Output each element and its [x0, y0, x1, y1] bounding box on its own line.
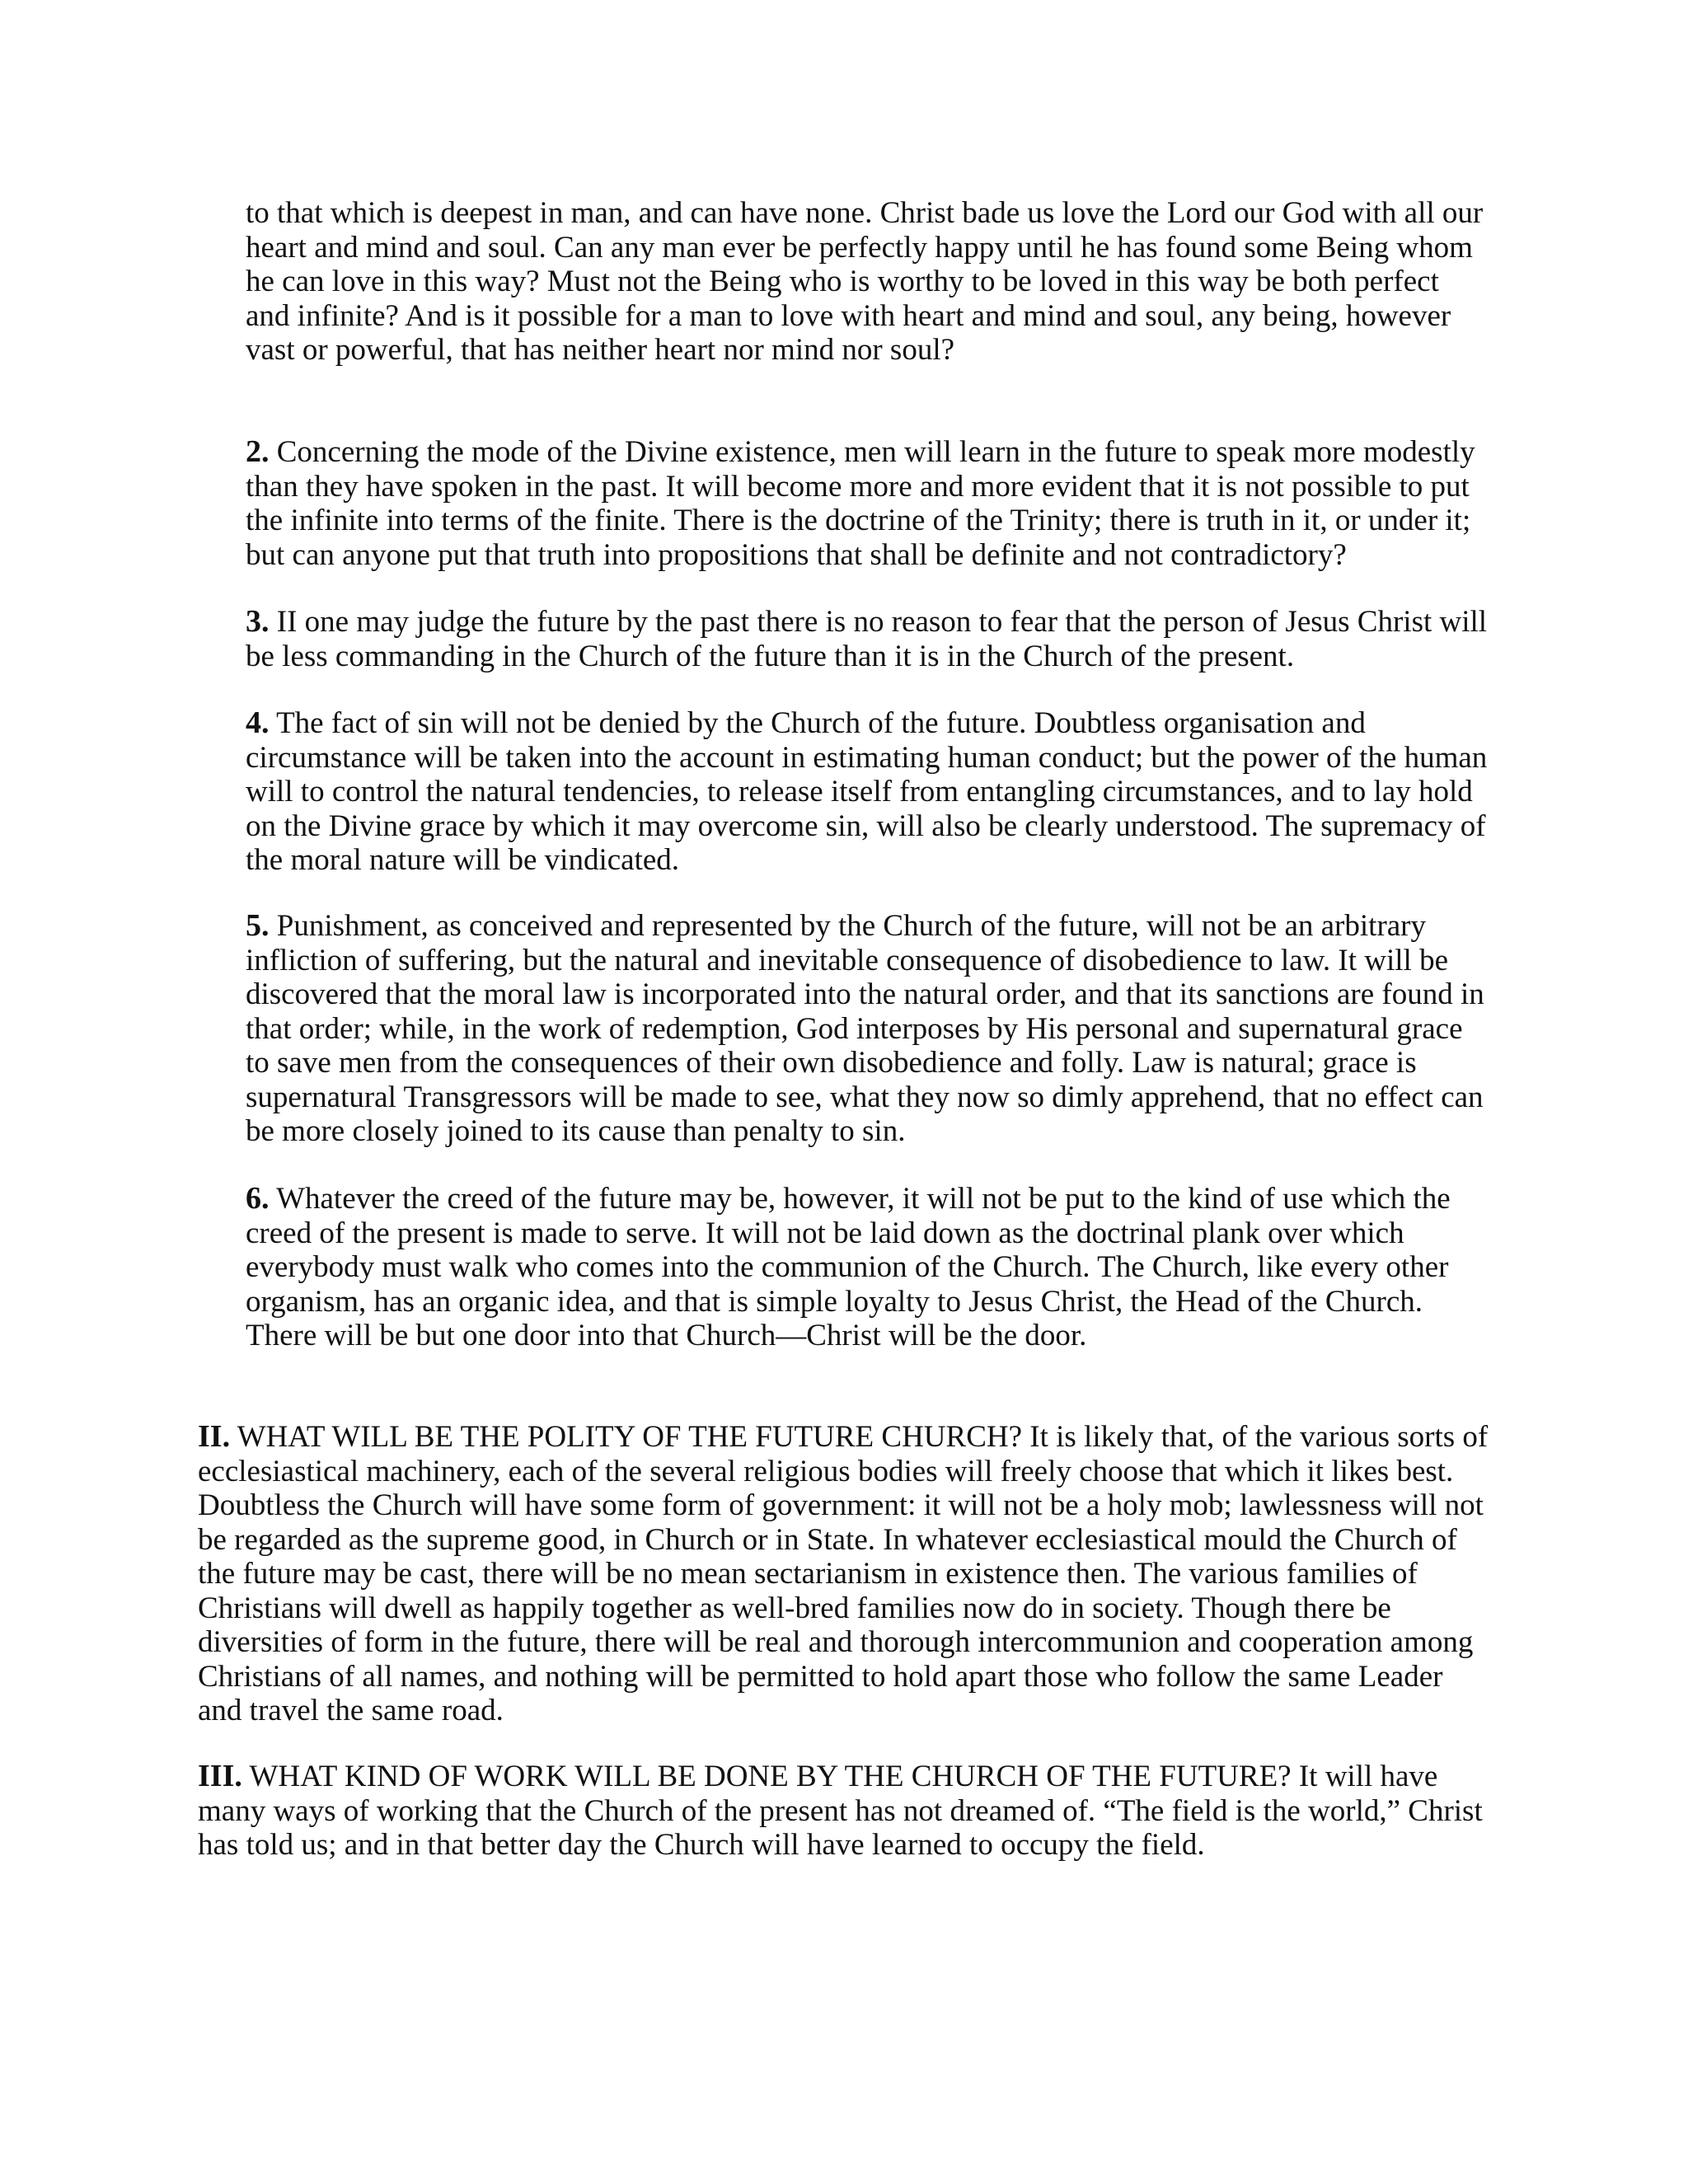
paragraph-number: 6. [246, 1181, 270, 1216]
paragraph-5 [246, 909, 1489, 1149]
paragraph-2 [246, 435, 1489, 572]
paragraph-text: Punishment, as conceived and represented by the Church of the future, will not be an arbitrary infliction of suffering, but the natural and inevitable consequence of disobedience to law. It will be discovered that the moral law is incorporated into the natural order, and that its sanctions are found in that order; while, in the work of redemption, God interposes by His personal and supernatural grace to save men from the consequences of their own disobedience and folly. Law is natural; grace is supernatural Transgressors will be made to see, what they now so dimly apprehend, that no effect can be more closely joined to its cause than penalty to sin. [246, 909, 1484, 1148]
paragraph-number: 2. [246, 434, 270, 469]
paragraph-text: to that which is deepest in man, and can have none. Christ bade us love the Lord our God with all our heart and mind and soul. Can any man ever be perfectly happy until he has found some Being whom he can love in this way? Must not the Being who is worthy to be loved in this way be both perfect and infinite? And is it possible for a man to love with heart and mind and soul, any being, however vast or powerful, that has neither heart nor mind nor soul? [246, 196, 1484, 367]
paragraph-text: Concerning the mode of the Divine existence, men will learn in the future to speak more modestly than they have spoken in the past. It will become more and more evident that it is not possible to put the infinite into terms of the finite. There is the doctrine of the Trinity; there is truth in it, or under it; but can anyone put that truth into propositions that shall be definite and not contradictory? [246, 435, 1475, 572]
paragraph-text: Whatever the creed of the future may be, however, it will not be put to the kind of use which the creed of the present is made to serve. It will not be laid down as the doctrinal plank over which everybody must walk who comes into the communion of the Church. The Church, like every other organism, has an organic idea, and that is simple loyalty to Jesus Christ, the Head of the Church. There will be but one door into that Church—Christ will be the door. [246, 1182, 1451, 1352]
paragraph-text: II one may judge the future by the past there is no reason to fear that the person of Jesus Christ will be less commanding in the Church of the future than it is in the Church of the present. [246, 605, 1488, 673]
section-iii [198, 1760, 1489, 1863]
section-ii [198, 1420, 1489, 1728]
paragraph-continuation [246, 196, 1489, 368]
section-text: WHAT KIND OF WORK WILL BE DONE BY THE CHURCH OF THE FUTURE? It will have many ways of working that the Church of the present has not dreamed of. “The field is the world,” Christ has told us; and in that better day the Church will have learned to occupy the field. [198, 1760, 1483, 1862]
paragraph-number: 5. [246, 908, 270, 943]
paragraph-number: 3. [246, 604, 270, 639]
paragraph-text: The fact of sin will not be denied by the Church of the future. Doubtless organisation and circumstance will be taken into the account in estimating human conduct; but the power of the human will to control the natural tendencies, to release itself from entangling circumstances, and to lay hold on the Divine grace by which it may overcome sin, will also be clearly understood. The supremacy of the moral nature will be vindicated. [246, 706, 1488, 877]
section-number: III. [198, 1759, 242, 1793]
section-number: II. [198, 1419, 231, 1454]
paragraph-3 [246, 605, 1489, 673]
section-text: WHAT WILL BE THE POLITY OF THE FUTURE CHURCH? It is likely that, of the various sorts of ecclesiastical machinery, each of the several religious bodies will freely choose that which it likes best. Doubtless the Church will have some form of government: it will not be a holy mob; lawlessness will not be regarded as the supreme good, in Church or in State. In whatever ecclesiastical mould the Church of the future may be cast, there will be no mean sectarianism in existence then. The various families of Christians will dwell as happily together as well-bred families now do in society. Though there be diversities of form in the future, there will be real and thorough intercommunion and cooperation among Christians of all names, and nothing will be permitted to hold apart those who follow the same Leader and travel the same road. [198, 1420, 1489, 1727]
paragraph-number: 4. [246, 705, 270, 740]
paragraph-4 [246, 706, 1489, 878]
paragraph-6 [246, 1182, 1489, 1353]
